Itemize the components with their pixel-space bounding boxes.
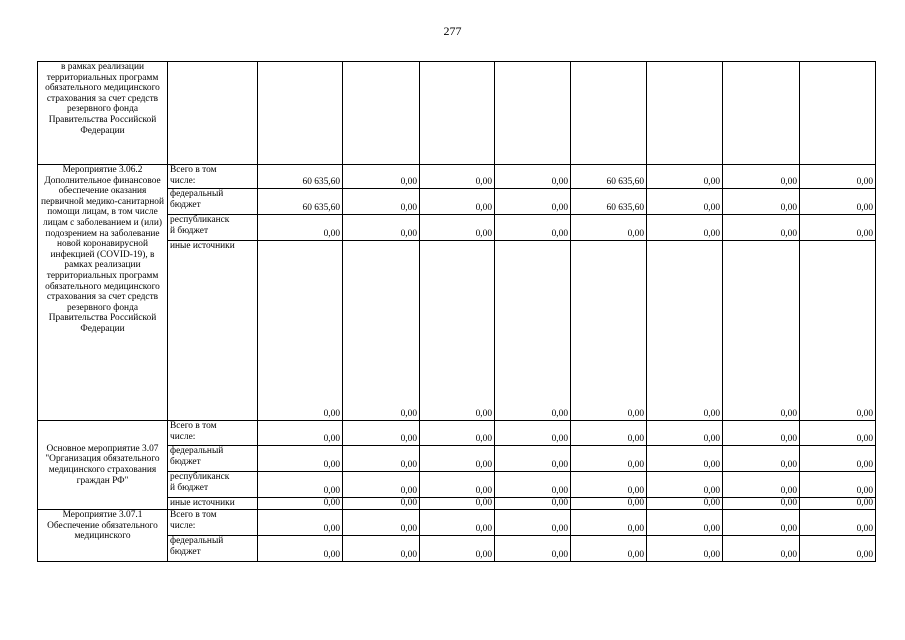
value-cell: 0,00 bbox=[420, 472, 495, 498]
value-cell bbox=[800, 62, 876, 165]
value-cell: 0,00 bbox=[800, 510, 876, 536]
value-cell: 0,00 bbox=[495, 510, 571, 536]
value-cell: 0,00 bbox=[571, 498, 647, 510]
table-row bbox=[38, 62, 876, 165]
value-cell: 0,00 bbox=[571, 241, 647, 421]
value-cell: 0,00 bbox=[258, 498, 343, 510]
value-cell: 0,00 bbox=[723, 165, 800, 189]
funding-source: Всего в том числе: bbox=[168, 421, 258, 446]
funding-source: Всего в том числе: bbox=[168, 510, 258, 536]
value-cell: 60 635,60 bbox=[571, 189, 647, 215]
value-cell: 0,00 bbox=[647, 165, 723, 189]
value-cell: 0,00 bbox=[420, 498, 495, 510]
value-cell: 0,00 bbox=[258, 446, 343, 472]
funding-source: Всего в том числе: bbox=[168, 165, 258, 189]
value-cell: 0,00 bbox=[495, 498, 571, 510]
value-cell: 0,00 bbox=[800, 165, 876, 189]
value-cell: 0,00 bbox=[420, 189, 495, 215]
value-cell: 0,00 bbox=[800, 536, 876, 562]
funding-source: федеральный бюджет bbox=[168, 536, 258, 562]
value-cell: 0,00 bbox=[420, 446, 495, 472]
value-cell bbox=[571, 62, 647, 165]
value-cell: 0,00 bbox=[495, 446, 571, 472]
value-cell bbox=[723, 62, 800, 165]
funding-source: иные источники bbox=[168, 498, 258, 510]
funding-source: федеральный бюджет bbox=[168, 189, 258, 215]
value-cell: 0,00 bbox=[723, 498, 800, 510]
value-cell: 0,00 bbox=[495, 472, 571, 498]
value-cell: 0,00 bbox=[343, 498, 420, 510]
value-cell: 0,00 bbox=[800, 215, 876, 241]
value-cell: 0,00 bbox=[647, 498, 723, 510]
table-row bbox=[38, 421, 876, 446]
value-cell: 0,00 bbox=[258, 241, 343, 421]
value-cell: 0,00 bbox=[420, 421, 495, 446]
value-cell: 0,00 bbox=[647, 215, 723, 241]
funding-source: республиканск й бюджет bbox=[168, 215, 258, 241]
value-cell: 0,00 bbox=[495, 215, 571, 241]
funding-source: республиканск й бюджет bbox=[168, 472, 258, 498]
value-cell: 0,00 bbox=[343, 446, 420, 472]
value-cell: 0,00 bbox=[343, 472, 420, 498]
value-cell bbox=[258, 62, 343, 165]
value-cell: 60 635,60 bbox=[258, 189, 343, 215]
measure-name: Основное мероприятие 3.07 "Организация обязательного медицинского страхования граждан РФ" bbox=[38, 421, 168, 510]
value-cell: 0,00 bbox=[258, 510, 343, 536]
value-cell: 0,00 bbox=[723, 215, 800, 241]
value-cell: 0,00 bbox=[647, 472, 723, 498]
value-cell: 0,00 bbox=[343, 421, 420, 446]
value-cell: 0,00 bbox=[647, 241, 723, 421]
value-cell: 0,00 bbox=[800, 421, 876, 446]
value-cell bbox=[495, 62, 571, 165]
value-cell: 0,00 bbox=[800, 189, 876, 215]
funding-source: федеральный бюджет bbox=[168, 446, 258, 472]
value-cell: 0,00 bbox=[420, 165, 495, 189]
value-cell: 0,00 bbox=[420, 215, 495, 241]
value-cell: 0,00 bbox=[343, 189, 420, 215]
value-cell: 0,00 bbox=[495, 536, 571, 562]
value-cell: 0,00 bbox=[723, 189, 800, 215]
value-cell: 0,00 bbox=[800, 498, 876, 510]
value-cell: 0,00 bbox=[571, 421, 647, 446]
value-cell: 0,00 bbox=[258, 536, 343, 562]
value-cell: 60 635,60 bbox=[258, 165, 343, 189]
value-cell: 0,00 bbox=[723, 472, 800, 498]
value-cell: 0,00 bbox=[420, 241, 495, 421]
value-cell: 0,00 bbox=[800, 472, 876, 498]
value-cell: 0,00 bbox=[343, 510, 420, 536]
value-cell: 0,00 bbox=[343, 165, 420, 189]
value-cell bbox=[343, 62, 420, 165]
value-cell: 0,00 bbox=[723, 241, 800, 421]
value-cell: 0,00 bbox=[647, 510, 723, 536]
value-cell: 0,00 bbox=[258, 215, 343, 241]
value-cell: 0,00 bbox=[343, 241, 420, 421]
measure-name: Мероприятие 3.06.2 Дополнительное финансовое обеспечение оказания первичной медико-санитарной помощи лицам, в том числе лицам с заболеванием и (или) подозрением на заболевание новой коронавирусной инфекцией (COVID-19), в рамках реализации территориальных программ обязательного медицинского страхования за счет средств резервного фонда Правительства Российской Федерации bbox=[38, 165, 168, 421]
value-cell: 0,00 bbox=[647, 189, 723, 215]
value-cell: 0,00 bbox=[495, 165, 571, 189]
value-cell: 0,00 bbox=[258, 421, 343, 446]
value-cell: 0,00 bbox=[571, 446, 647, 472]
value-cell: 0,00 bbox=[571, 215, 647, 241]
value-cell: 0,00 bbox=[420, 536, 495, 562]
value-cell: 0,00 bbox=[420, 510, 495, 536]
value-cell: 0,00 bbox=[723, 421, 800, 446]
value-cell: 0,00 bbox=[800, 241, 876, 421]
value-cell: 0,00 bbox=[343, 536, 420, 562]
value-cell: 0,00 bbox=[571, 536, 647, 562]
value-cell bbox=[647, 62, 723, 165]
value-cell bbox=[420, 62, 495, 165]
funding-source: иные источники bbox=[168, 241, 258, 421]
value-cell: 0,00 bbox=[258, 472, 343, 498]
value-cell: 0,00 bbox=[723, 446, 800, 472]
value-cell: 0,00 bbox=[495, 189, 571, 215]
table-row bbox=[38, 510, 876, 536]
page-number: 277 bbox=[443, 24, 462, 38]
value-cell: 0,00 bbox=[495, 421, 571, 446]
funding-source bbox=[168, 62, 258, 165]
value-cell: 0,00 bbox=[647, 421, 723, 446]
value-cell: 0,00 bbox=[571, 472, 647, 498]
measure-name: в рамках реализации территориальных программ обязательного медицинского страхования за счет средств резервного фонда Правительства Российской Федерации bbox=[38, 62, 168, 165]
measure-name: Мероприятие 3.07.1 Обеспечение обязательного медицинского bbox=[38, 510, 168, 562]
value-cell: 0,00 bbox=[723, 510, 800, 536]
value-cell: 0,00 bbox=[495, 241, 571, 421]
value-cell: 0,00 bbox=[647, 446, 723, 472]
value-cell: 0,00 bbox=[723, 536, 800, 562]
value-cell: 0,00 bbox=[800, 446, 876, 472]
budget-table bbox=[37, 61, 876, 562]
value-cell: 0,00 bbox=[571, 510, 647, 536]
table-row bbox=[38, 165, 876, 189]
value-cell: 0,00 bbox=[647, 536, 723, 562]
value-cell: 60 635,60 bbox=[571, 165, 647, 189]
value-cell: 0,00 bbox=[343, 215, 420, 241]
